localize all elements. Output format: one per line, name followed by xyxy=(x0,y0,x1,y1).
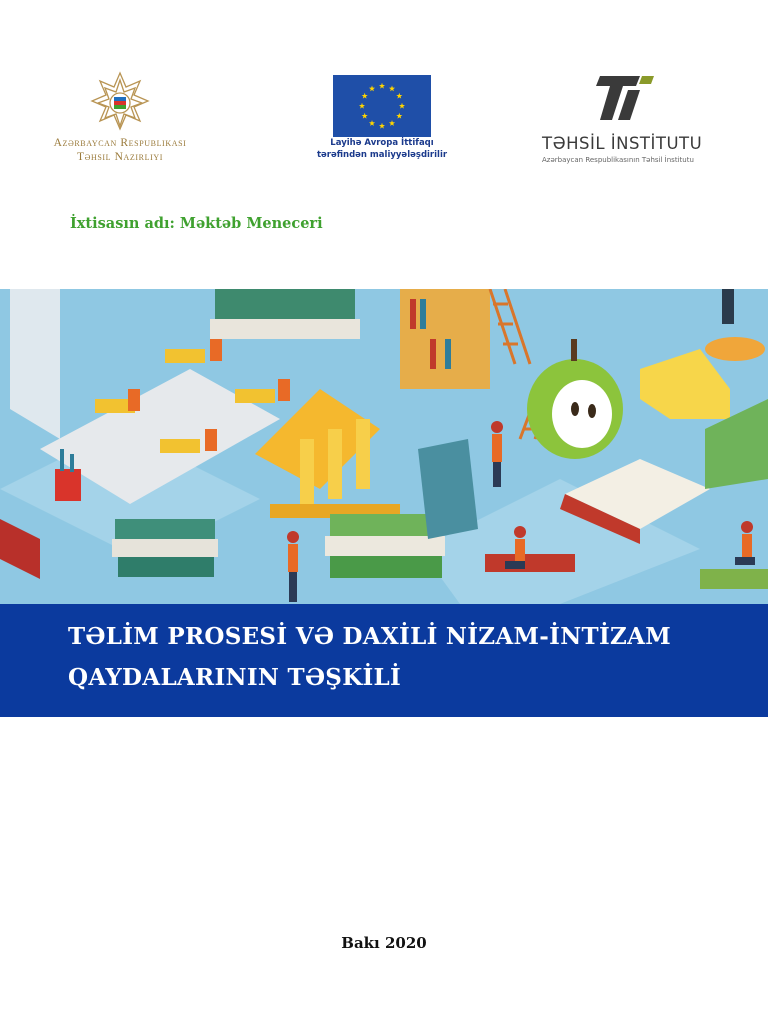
specialty-label: İxtisasın adı: Məktəb Meneceri xyxy=(70,215,323,232)
institute-subtitle: Azərbaycan Respublikasının Təhsil İnstitutu xyxy=(542,156,694,164)
eu-flag-icon xyxy=(333,75,431,137)
eu-logo xyxy=(300,75,464,161)
title-band xyxy=(0,604,768,717)
cover-illustration xyxy=(0,289,768,604)
eu-funding-line1: Layihə Avropa İttifaqı xyxy=(330,138,434,148)
ministry-name-line2: Təhsil Nazirliyi xyxy=(76,151,163,163)
place-and-year: Bakı 2020 xyxy=(341,934,427,952)
ministry-emblem-icon xyxy=(85,70,155,136)
ministry-logo xyxy=(40,70,200,170)
document-title-line1: TƏLİM PROSESİ VƏ DAXİLİ NİZAM-İNTİZAM xyxy=(68,623,672,650)
institute-mark-icon xyxy=(540,72,710,132)
ministry-name-line1: Azərbaycan Respublikası xyxy=(53,137,187,149)
eu-funding-line2: tərəfindən maliyyələşdirilir xyxy=(316,150,448,160)
education-isometric-illustration xyxy=(0,289,768,604)
institute-name: TƏHSİL İNSTİTUTU xyxy=(542,134,703,153)
institute-logo xyxy=(540,72,710,172)
document-title-line2: QAYDALARININ TƏŞKİLİ xyxy=(68,664,402,691)
